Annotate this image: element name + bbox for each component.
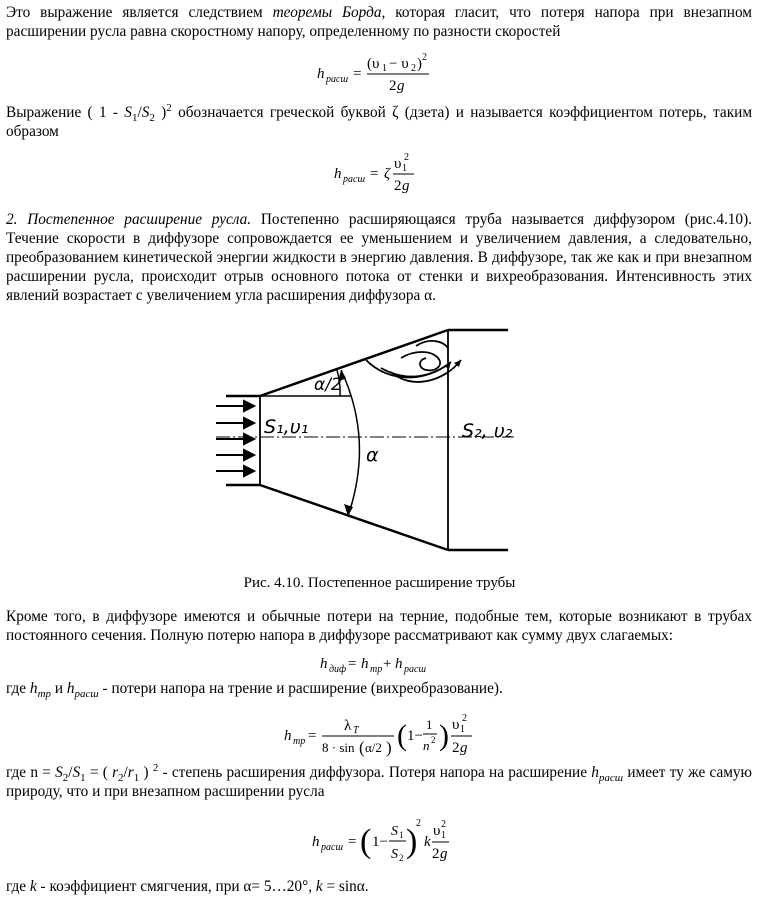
equation-zeta-loss xyxy=(0,152,759,201)
svg-text:g: g xyxy=(401,178,409,194)
equation-expansion xyxy=(0,816,759,871)
diffuser-figure xyxy=(216,320,516,556)
svg-text:2: 2 xyxy=(388,78,396,94)
formula-h-rasch-zeta xyxy=(332,152,428,196)
svg-text:2: 2 xyxy=(431,846,439,862)
svg-text:1: 1 xyxy=(401,163,407,174)
svg-text:g: g xyxy=(459,740,467,756)
svg-text:8 · sin: 8 · sin xyxy=(321,740,354,755)
svg-text:h: h xyxy=(311,834,319,850)
svg-text:2: 2 xyxy=(393,178,401,194)
svg-text:тр: тр xyxy=(292,736,305,747)
svg-text:=: = xyxy=(347,834,356,850)
svg-text:расш: расш xyxy=(342,174,365,185)
formula-h-rasch-velocity xyxy=(315,52,445,96)
paragraph-diffuser: 2. Постепенное расширение русла. Постепенно расширяющаяся труба называется диффузором (рис.4.10). Течение скорости в диффузоре сопровождается ее уменьшением и увеличением давления, а следовательно, преобразованием кинетической энергии жидкости в энергию давления. В диффузоре, так же как и при внезапном расширении русла, происходит отрыв основного потока от стенки и вихреобразования. Интенсивность этих явлений возрастает с увеличением угла расширения диффузора α. xyxy=(6,211,753,304)
svg-text:диф: диф xyxy=(328,664,346,675)
alpha-angle-arc xyxy=(341,370,359,516)
svg-text:− υ: − υ xyxy=(388,56,409,72)
svg-text:υ: υ xyxy=(432,823,440,839)
vortex-region xyxy=(366,341,461,382)
svg-text:ζ: ζ xyxy=(383,166,390,182)
formula-h-rasch-k xyxy=(310,816,450,866)
svg-text:тр: тр xyxy=(369,664,382,675)
formula-h-dif xyxy=(318,652,442,676)
svg-text:2: 2 xyxy=(451,740,459,756)
svg-text:λ: λ xyxy=(343,718,351,734)
svg-text:=: = xyxy=(369,166,378,182)
label-s1-v1: S₁,υ₁ xyxy=(264,416,309,438)
svg-text:S: S xyxy=(390,847,398,862)
svg-text:h: h xyxy=(394,656,402,672)
svg-text:2: 2 xyxy=(403,152,409,163)
svg-text:1: 1 xyxy=(398,830,403,840)
equation-sudden-expansion xyxy=(0,52,759,101)
svg-text:(: ( xyxy=(358,738,365,757)
paragraph-expansion-degree: где $n = S_2/S_1$ = ( $r_2/r_1$ ) $^2$ - степень расширения диффузора. Потеря напора на расширение $h_{расш}$ имеет ту же самую природу, что и при внезапном расширении русла xyxy=(6,761,752,800)
equation-diffuser-total xyxy=(0,652,759,681)
svg-text:g: g xyxy=(439,846,447,862)
svg-text:2: 2 xyxy=(398,853,403,863)
svg-text:=: = xyxy=(347,656,356,672)
svg-text:g: g xyxy=(396,78,404,94)
svg-text:n: n xyxy=(422,738,429,753)
svg-text:1−: 1− xyxy=(371,834,388,850)
svg-text:S: S xyxy=(390,824,398,839)
svg-text:=: = xyxy=(352,66,361,82)
svg-text:2: 2 xyxy=(421,52,427,63)
borda-theorem-term: теоремы Борда xyxy=(272,4,382,21)
svg-text:2: 2 xyxy=(430,735,435,745)
section-heading-gradual-expansion: 2. Постепенное расширение русла. xyxy=(6,211,252,228)
svg-text:): ) xyxy=(385,738,392,757)
label-alpha: α xyxy=(366,444,379,466)
svg-text:1−: 1− xyxy=(406,728,423,744)
equation-friction xyxy=(0,712,759,763)
svg-text:k: k xyxy=(423,834,431,850)
paragraph-borda: Это выражение является следствием теоремы Борда, которая гласит, что потеря напора при внезапном расширении русла равна скоростному напору, определенному по разности скоростей xyxy=(6,4,752,40)
label-alpha-half: α/2 xyxy=(314,375,342,395)
svg-text:2: 2 xyxy=(410,63,416,74)
svg-text:h: h xyxy=(360,656,368,672)
inlet-flow-arrows xyxy=(216,401,254,476)
svg-text:расш: расш xyxy=(403,664,426,675)
svg-text:h: h xyxy=(283,728,291,744)
svg-text:): ) xyxy=(438,719,449,752)
svg-text:2: 2 xyxy=(440,819,446,830)
svg-text:): ) xyxy=(416,56,422,72)
svg-text:h: h xyxy=(333,166,341,182)
svg-text:1: 1 xyxy=(440,830,446,841)
svg-text:1: 1 xyxy=(425,717,432,732)
svg-text:расш: расш xyxy=(320,842,343,853)
svg-text:1: 1 xyxy=(459,724,465,735)
svg-text:(υ: (υ xyxy=(366,56,379,72)
label-s2-v2: S₂, υ₂ xyxy=(462,420,513,442)
svg-text:=: = xyxy=(307,728,316,744)
svg-text:расш: расш xyxy=(325,74,348,85)
paragraph-where-h: где $h_{тр}$ и $h_{расш}$ - потери напора на трение и расширение (вихреобразование). xyxy=(6,680,503,701)
paragraph-zeta: Выражение ( $1 - S_1/S_2$ )$^2$ обозначается греческой буквой ζ (дзета) и называется коэффициентом потерь, таким образом xyxy=(6,101,752,140)
paragraph-softening-coefficient: где k - коэффициент смягчения, при α= 5…20°, k = sinα. xyxy=(6,878,369,895)
svg-text:2: 2 xyxy=(415,818,421,829)
svg-text:(: ( xyxy=(359,823,371,860)
formula-h-tr xyxy=(282,712,478,758)
svg-text:1: 1 xyxy=(381,63,387,74)
svg-text:+: + xyxy=(382,656,391,672)
svg-text:): ) xyxy=(405,823,417,860)
svg-text:T: T xyxy=(352,725,359,736)
svg-text:2: 2 xyxy=(461,713,467,724)
svg-text:(: ( xyxy=(396,719,407,752)
svg-text:υ: υ xyxy=(451,717,459,733)
svg-text:h: h xyxy=(319,656,327,672)
figure-caption: Рис. 4.10. Постепенное расширение трубы xyxy=(243,575,516,591)
svg-text:υ: υ xyxy=(393,156,401,172)
svg-text:α/2: α/2 xyxy=(364,740,382,755)
svg-text:h: h xyxy=(316,66,324,82)
paragraph-friction-loss: Кроме того, в диффузоре имеются и обычные потери на терние, подобные тем, которые возникают в трубах постоянного сечения. Полную потерю напора в диффузоре рассматривают как сумму двух слагаемых: xyxy=(6,608,752,644)
